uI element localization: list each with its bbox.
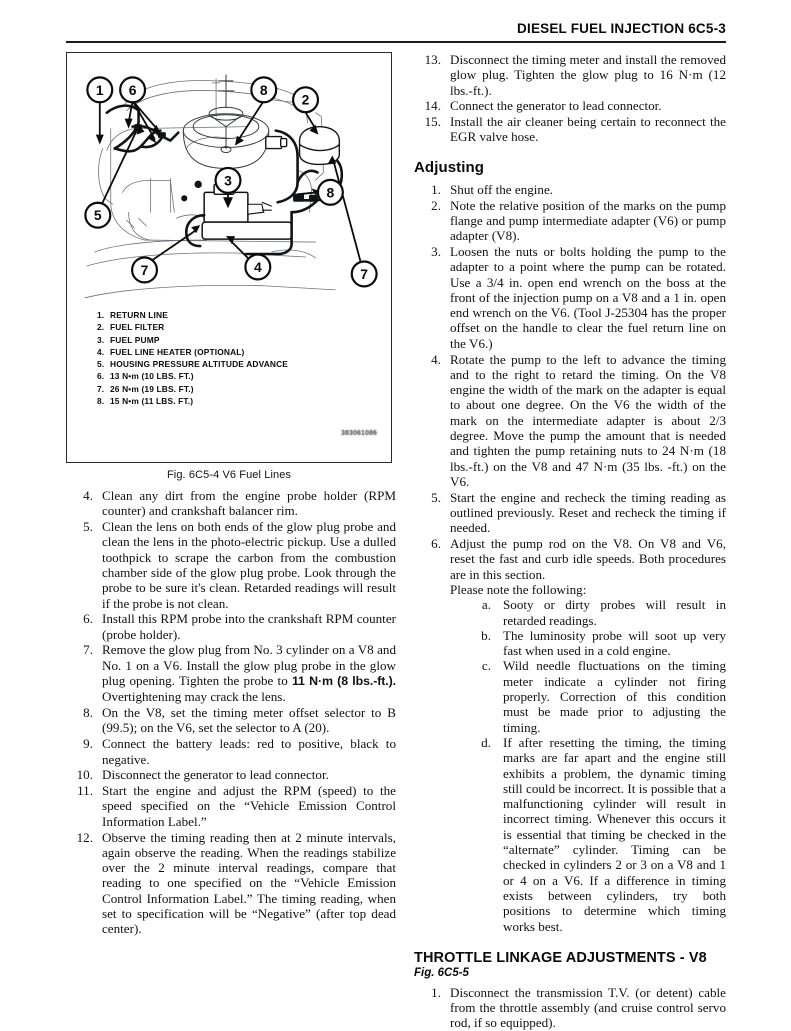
torque-spec: 11 N·m (8 lbs.-ft.). <box>291 674 396 689</box>
list-item-text: Install the air cleaner being certain to reconnect the EGR valve hose. <box>450 114 726 145</box>
list-item <box>414 352 726 490</box>
list-item-text: Install this RPM probe into the crankshaft RPM counter (probe holder). <box>102 611 396 642</box>
left-column-steps <box>66 488 396 937</box>
legend-item <box>97 321 288 333</box>
list-item-text: On the V8, set the timing meter offset selector to B (99.5); on the V6, set the selector to A (20). <box>102 705 396 736</box>
legend-item <box>97 383 288 395</box>
list-item-letter: d. <box>481 734 491 750</box>
list-item-text: Start the engine and recheck the timing reading as outlined previously. Reset and recheck the timing if needed. <box>450 489 726 536</box>
svg-text:1: 1 <box>95 81 104 98</box>
legend-item <box>97 370 288 382</box>
list-item-text: Shut off the engine. <box>450 181 554 197</box>
list-item-text: Note the relative position of the marks on the pump flange and pump intermediate adapter (V6) or pump adapter (V8). <box>450 197 726 244</box>
list-item-letter: c. <box>481 658 491 674</box>
page-header <box>66 22 726 43</box>
list-item-number: 3. <box>431 243 441 259</box>
legend-item-number: 8. <box>97 396 105 407</box>
legend-item-label: 13 N•m (10 LBS. FT.) <box>110 371 194 382</box>
list-item-text-pre: Remove the glow plug from No. 3 cylinder on a V8 and No. 1 on a V6. Install the glow plug probe in the glow plug opening. Tighten the probe to <box>102 642 396 689</box>
legend-item-number: 7. <box>97 383 105 394</box>
list-item-number: 5. <box>83 519 93 535</box>
list-item-number: 10. <box>76 767 93 783</box>
legend-item-label: FUEL PUMP <box>110 334 160 345</box>
list-item <box>470 628 726 659</box>
list-item <box>66 519 396 611</box>
legend-item-number: 5. <box>97 359 105 370</box>
list-item-number: 4. <box>83 488 93 503</box>
legend-item-number: 2. <box>97 322 105 333</box>
legend-item <box>97 395 288 407</box>
list-item <box>66 705 396 736</box>
list-item-text: Connect the generator to lead connector. <box>450 98 662 114</box>
legend-item-number: 4. <box>97 346 105 357</box>
list-item <box>66 611 396 642</box>
figure-6c5-4 <box>66 52 392 463</box>
legend-item-label: FUEL FILTER <box>110 322 165 333</box>
legend-item <box>97 358 288 370</box>
list-item <box>414 244 726 351</box>
legend-item-label: FUEL LINE HEATER (OPTIONAL) <box>110 346 245 357</box>
legend-item-number: 1. <box>97 310 105 320</box>
list-item <box>414 198 726 244</box>
list-item-text: Disconnect the transmission T.V. (or detent) cable from the throttle assembly (and cruise control servo rod, if so equipped). <box>450 984 726 1031</box>
legend-item <box>97 309 288 321</box>
list-item-text: The luminosity probe will soot up very fast when used in a cold engine. <box>503 627 726 659</box>
list-item-number: 7. <box>83 642 93 658</box>
list-item-number: 9. <box>83 736 93 752</box>
header-title: DIESEL FUEL INJECTION 6C5-3 <box>517 21 726 36</box>
legend-item-label: 26 N•m (19 LBS. FT.) <box>110 383 194 394</box>
svg-text:4: 4 <box>253 258 262 275</box>
svg-text:8: 8 <box>259 81 268 98</box>
list-item <box>66 736 396 767</box>
list-item <box>66 783 396 829</box>
svg-text:7: 7 <box>360 265 369 282</box>
legend-item-label: 15 N•m (11 LBS. FT.) <box>110 396 194 407</box>
svg-text:7: 7 <box>140 261 149 278</box>
list-item-text: Sooty or dirty probes will result in retarded readings. <box>503 597 726 628</box>
list-item-text: Clean the lens on both ends of the glow plug probe and clean the lens in the photo-electric pickup. Use a dulled toothpick to scrape the carbon from the combustion chamber side of the glow plug probe. Look through the probe to be sure it's clean. Retarded readings will result if the probe is not clean. <box>102 519 396 611</box>
left-column <box>66 52 396 937</box>
list-item-number: 8. <box>83 705 93 721</box>
sub-steps <box>470 597 726 934</box>
figure-part-number: 383061086 <box>341 430 377 437</box>
list-item-text: If after resetting the timing, the timing marks are far apart and the engine still exhibits a problem, the dynamic timing still could be incorrect. It is possible that a malfunctioning cylinder will result in incorrect timing. Whenever this occurs it is essential that timing be checked in the “alternate” cylinder. Timing can be checked in cylinders 2 or 3 on a V8 and 1 or 4 on a V6. If a difference in timing exists between cylinders, try both positions to determine which timing works best. <box>503 734 726 934</box>
list-item-text: Adjust the pump rod on the V8. On V8 and V6, reset the fast and curb idle speeds. Both procedures are in this section. <box>450 536 726 582</box>
right-column-steps-top <box>414 52 726 145</box>
list-item-text: Start the engine and adjust the RPM (speed) to the speed specified on the “Vehicle Emission Control Information Label.” <box>102 783 396 829</box>
list-item-text: Rotate the pump to the left to advance the timing and to the right to retard the timing. On the V8 engine the width of the mark on the adapter is equal to about one degree. On the V6 the width of the mark on the intermediate adapter is about 2/3 degree. Move the pump the amount that is needed and tighten the pump retaining nuts to 24 N·m (18 lbs.-ft.) on the V8 and 47 N·m (35 lbs. -ft.) on the V6. <box>450 351 726 489</box>
throttle-linkage-heading: THROTTLE LINKAGE ADJUSTMENTS - V8 <box>414 949 707 966</box>
list-item-number: 12. <box>76 829 93 845</box>
list-item-text: Observe the timing reading then at 2 minute intervals, again observe the reading. When the readings stabilize over the 2 minute interval readings, compare that reading to one specified on the “Vehicle Emission Control Information Label.” The timing reading, when set to specification will be “Negative” (after top dead center). <box>102 829 396 937</box>
svg-text:6: 6 <box>128 81 137 98</box>
adjusting-steps <box>414 182 726 934</box>
list-item <box>414 490 726 536</box>
list-item <box>66 830 396 937</box>
list-item-text: Disconnect the timing meter and install the removed glow plug. Tighten the glow plug to 16 N·m (12 lbs.-ft.). <box>450 52 726 98</box>
legend-item-label: RETURN LINE <box>110 310 168 320</box>
list-item-text: Disconnect the generator to lead connector. <box>102 767 329 783</box>
list-item-number: 11. <box>77 783 93 799</box>
svg-text:3: 3 <box>224 172 232 189</box>
list-item <box>66 767 396 782</box>
list-item-number: 4. <box>431 351 441 367</box>
list-item-number: 6. <box>431 536 441 552</box>
list-item-letter: b. <box>481 627 491 643</box>
list-item-number: 5. <box>431 489 441 505</box>
list-item-number: 13. <box>424 52 441 67</box>
legend-item-number: 3. <box>97 334 105 345</box>
list-item-text-post: Overtightening may crack the lens. <box>102 689 286 705</box>
list-item-number: 6. <box>83 611 93 627</box>
list-item <box>470 735 726 934</box>
svg-text:2: 2 <box>301 91 310 108</box>
header-rule <box>66 41 726 43</box>
right-column <box>414 52 726 1031</box>
list-item-number: 14. <box>424 98 441 114</box>
list-item-text: Clean any dirt from the engine probe holder (RPM counter) and crankshaft balancer rim. <box>102 488 396 519</box>
list-item-text: Loosen the nuts or bolts holding the pump to the adapter to a point where the pump can be rotated. Use a 3/4 in. open end wrench on the boss at the front of the injection pump on a V8 and a 1 in. open end wrench on the V6. (Tool J-25304 has the proper offset on the handle to clear the fuel return line on the V6.) <box>450 243 726 351</box>
adjusting-heading: Adjusting <box>414 158 485 176</box>
figure-caption: Fig. 6C5-4 V6 Fuel Lines <box>166 469 292 481</box>
svg-text:5: 5 <box>93 207 102 224</box>
list-item <box>470 658 726 734</box>
list-item-number: 2. <box>431 197 441 213</box>
list-item-letter: a. <box>481 597 491 613</box>
svg-text:8: 8 <box>326 184 335 201</box>
list-item <box>414 98 726 113</box>
list-item <box>414 182 726 197</box>
list-item-text: Connect the battery leads: red to positive, black to negative. <box>102 736 396 767</box>
list-item <box>414 114 726 145</box>
list-item-number: 1. <box>431 181 441 197</box>
list-item <box>66 488 396 519</box>
list-item-number: 1. <box>431 984 441 1000</box>
throttle-figure-reference: Fig. 6C5-5 <box>414 966 469 979</box>
list-item <box>470 597 726 628</box>
legend-item-number: 6. <box>97 371 105 382</box>
list-item-text: Wild needle fluctuations on the timing meter indicate a cylinder not firing properly. Correction of this condition must be made prior to adjusting the timing. <box>503 658 726 735</box>
list-item <box>66 642 396 704</box>
list-item <box>414 52 726 98</box>
please-note-line: Please note the following: <box>450 582 587 597</box>
legend-item <box>97 334 288 346</box>
legend-item <box>97 346 288 358</box>
list-item-number: 15. <box>424 114 441 130</box>
list-item <box>414 536 726 934</box>
figure-legend <box>97 309 288 407</box>
legend-item-label: HOUSING PRESSURE ALTITUDE ADVANCE <box>110 359 289 370</box>
